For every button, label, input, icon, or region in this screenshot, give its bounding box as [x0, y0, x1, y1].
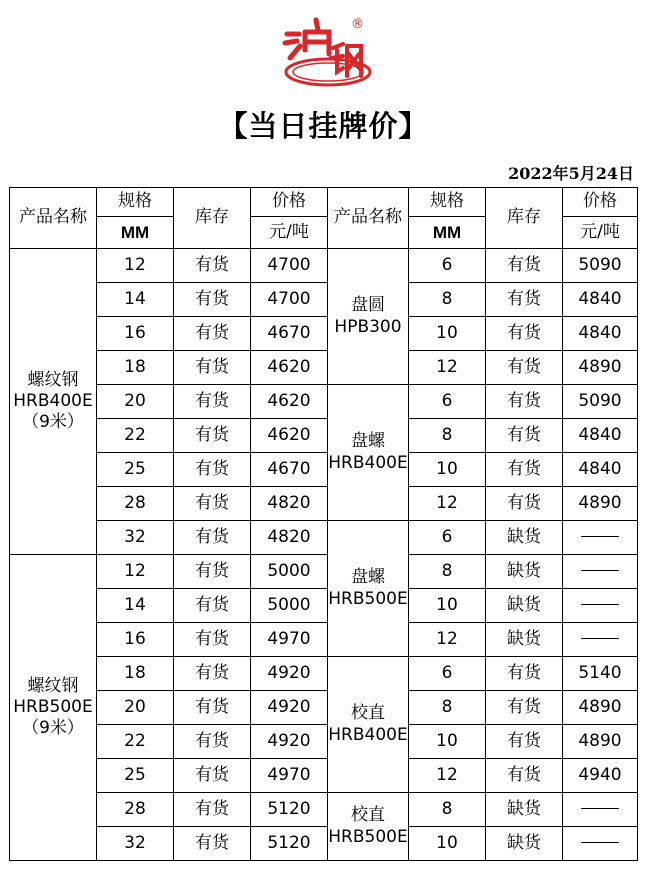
spec-cell: 6 — [409, 249, 486, 283]
spec-cell: 18 — [97, 657, 174, 691]
no-price-dash — [581, 842, 619, 843]
price-cell — [563, 555, 638, 589]
spec-cell: 12 — [97, 555, 174, 589]
table-row — [10, 521, 638, 555]
stock-cell: 缺货 — [486, 623, 563, 657]
price-cell: 5120 — [251, 793, 328, 827]
price-cell: 4820 — [251, 521, 328, 555]
right-product-name-cell — [328, 521, 409, 657]
header-stock-right: 库存 — [486, 188, 563, 249]
stock-cell: 有货 — [486, 691, 563, 725]
table-row — [10, 419, 638, 453]
spec-cell: 28 — [97, 793, 174, 827]
spec-cell: 6 — [409, 657, 486, 691]
spec-cell: 25 — [97, 759, 174, 793]
left-product-name-line: HRB500E — [13, 696, 93, 717]
no-price-dash — [581, 808, 619, 809]
right-product-name-line: 校直 — [351, 805, 385, 826]
table-row — [10, 623, 638, 657]
stock-cell: 有货 — [486, 351, 563, 385]
spec-cell: 8 — [409, 691, 486, 725]
spec-cell: 32 — [97, 521, 174, 555]
price-cell: 4890 — [563, 691, 638, 725]
spec-cell: 22 — [97, 419, 174, 453]
table-row — [10, 351, 638, 385]
left-product-name-cell — [10, 555, 97, 861]
price-cell: 4700 — [251, 249, 328, 283]
price-cell: 4840 — [563, 317, 638, 351]
spec-cell: 28 — [97, 487, 174, 521]
price-cell: 4670 — [251, 317, 328, 351]
date-label: 2022年5月24日 — [508, 164, 634, 183]
spec-cell: 8 — [409, 419, 486, 453]
table-row — [10, 691, 638, 725]
stock-cell: 有货 — [174, 623, 251, 657]
header-price-unit: 元/吨 — [251, 217, 328, 249]
price-cell: 4840 — [563, 283, 638, 317]
price-cell: 4700 — [251, 283, 328, 317]
stock-cell: 有货 — [486, 725, 563, 759]
stock-cell: 有货 — [486, 487, 563, 521]
spec-cell: 25 — [97, 453, 174, 487]
spec-cell: 10 — [409, 827, 486, 861]
header-price-unit-right: 元/吨 — [563, 217, 638, 249]
price-cell: 4890 — [563, 487, 638, 521]
price-cell: 4920 — [251, 657, 328, 691]
page-title: 【当日挂牌价】 — [218, 109, 429, 143]
stock-cell: 有货 — [174, 657, 251, 691]
header-product-name-right: 产品名称 — [328, 188, 409, 249]
spec-cell: 18 — [97, 351, 174, 385]
table-row — [10, 793, 638, 827]
svg-text:®: ® — [351, 17, 364, 32]
stock-cell: 有货 — [174, 521, 251, 555]
price-cell: 4970 — [251, 759, 328, 793]
spec-cell: 12 — [97, 249, 174, 283]
price-cell: 4920 — [251, 725, 328, 759]
right-product-name-cell — [328, 793, 409, 861]
header-product-name: 产品名称 — [10, 188, 97, 249]
price-cell: 4840 — [563, 453, 638, 487]
left-product-name-line: HRB400E — [13, 390, 93, 411]
header-spec-right: 规格 — [409, 188, 486, 217]
stock-cell: 缺货 — [486, 589, 563, 623]
right-product-name-cell — [328, 657, 409, 793]
right-product-name-line: 盘圆 — [351, 295, 385, 316]
stock-cell: 有货 — [486, 283, 563, 317]
stock-cell: 缺货 — [486, 793, 563, 827]
spec-cell: 14 — [97, 283, 174, 317]
spec-cell: 8 — [409, 793, 486, 827]
table-row — [10, 249, 638, 283]
price-cell: 4920 — [251, 691, 328, 725]
stock-cell: 有货 — [174, 555, 251, 589]
header-spec: 规格 — [97, 188, 174, 217]
right-product-name-cell — [328, 385, 409, 521]
spec-cell: 16 — [97, 623, 174, 657]
left-product-name-line: 螺纹钢 — [27, 369, 79, 390]
price-cell: 4620 — [251, 351, 328, 385]
stock-cell: 有货 — [486, 317, 563, 351]
no-price-dash — [581, 536, 619, 537]
stock-cell: 有货 — [486, 453, 563, 487]
right-product-name-line: HRB500E — [328, 588, 408, 609]
spec-cell: 6 — [409, 521, 486, 555]
right-product-name-line: HPB300 — [334, 316, 402, 337]
stock-cell: 有货 — [174, 283, 251, 317]
table-row — [10, 827, 638, 861]
spec-cell: 12 — [409, 351, 486, 385]
no-price-dash — [581, 638, 619, 639]
table-row — [10, 555, 638, 589]
price-cell: 5000 — [251, 589, 328, 623]
stock-cell: 有货 — [174, 487, 251, 521]
price-cell: 4820 — [251, 487, 328, 521]
header-price-right: 价格 — [563, 188, 638, 217]
right-product-name-line: 盘螺 — [351, 567, 385, 588]
price-cell: 5000 — [251, 555, 328, 589]
stock-cell: 有货 — [174, 317, 251, 351]
spec-cell: 32 — [97, 827, 174, 861]
table-row — [10, 589, 638, 623]
price-cell: 4840 — [563, 419, 638, 453]
table-row — [10, 759, 638, 793]
right-product-name-line: 盘螺 — [351, 431, 385, 452]
stock-cell: 缺货 — [486, 827, 563, 861]
stock-cell: 有货 — [486, 419, 563, 453]
stock-cell: 有货 — [486, 759, 563, 793]
header-spec-unit-right: MM — [409, 217, 486, 249]
spec-cell: 14 — [97, 589, 174, 623]
stock-cell: 缺货 — [486, 555, 563, 589]
price-cell — [563, 589, 638, 623]
price-cell: 5120 — [251, 827, 328, 861]
price-cell — [563, 793, 638, 827]
table-row — [10, 317, 638, 351]
stock-cell: 有货 — [174, 589, 251, 623]
price-cell: 4890 — [563, 725, 638, 759]
left-product-name-line: （9米） — [22, 412, 84, 433]
table-row — [10, 283, 638, 317]
price-cell: 4940 — [563, 759, 638, 793]
right-product-name-line: 校直 — [351, 703, 385, 724]
price-cell: 4890 — [563, 351, 638, 385]
spec-cell: 10 — [409, 317, 486, 351]
spec-cell: 12 — [409, 759, 486, 793]
price-table — [9, 187, 638, 861]
right-product-name-line: HRB400E — [328, 724, 408, 745]
spec-cell: 20 — [97, 691, 174, 725]
left-product-name-line: 螺纹钢 — [27, 675, 79, 696]
spec-cell: 22 — [97, 725, 174, 759]
price-cell: 5140 — [563, 657, 638, 691]
price-cell — [563, 521, 638, 555]
stock-cell: 缺货 — [486, 521, 563, 555]
price-cell — [563, 623, 638, 657]
stock-cell: 有货 — [174, 691, 251, 725]
price-cell: 4620 — [251, 385, 328, 419]
spec-cell: 10 — [409, 453, 486, 487]
price-cell: 4670 — [251, 453, 328, 487]
spec-cell: 10 — [409, 589, 486, 623]
stock-cell: 有货 — [174, 759, 251, 793]
stock-cell: 有货 — [486, 385, 563, 419]
price-cell: 5090 — [563, 385, 638, 419]
table-row — [10, 385, 638, 419]
spec-cell: 12 — [409, 487, 486, 521]
header-stock: 库存 — [174, 188, 251, 249]
stock-cell: 有货 — [174, 419, 251, 453]
price-cell: 4970 — [251, 623, 328, 657]
left-product-name-cell — [10, 249, 97, 555]
stock-cell: 有货 — [174, 793, 251, 827]
stock-cell: 有货 — [174, 453, 251, 487]
spec-cell: 8 — [409, 283, 486, 317]
left-product-name-line: （9米） — [22, 718, 84, 739]
right-product-name-line: HRB400E — [328, 452, 408, 473]
header-spec-unit: MM — [97, 217, 174, 249]
table-row — [10, 487, 638, 521]
brand-logo — [281, 14, 371, 90]
stock-cell: 有货 — [174, 249, 251, 283]
spec-cell: 12 — [409, 623, 486, 657]
no-price-dash — [581, 570, 619, 571]
right-product-name-cell — [328, 249, 409, 385]
spec-cell: 10 — [409, 725, 486, 759]
price-cell: 5090 — [563, 249, 638, 283]
stock-cell: 有货 — [174, 725, 251, 759]
stock-cell: 有货 — [174, 351, 251, 385]
stock-cell: 有货 — [486, 249, 563, 283]
table-row — [10, 725, 638, 759]
price-cell — [563, 827, 638, 861]
table-row — [10, 453, 638, 487]
spec-cell: 20 — [97, 385, 174, 419]
stock-cell: 有货 — [174, 827, 251, 861]
header-price: 价格 — [251, 188, 328, 217]
spec-cell: 6 — [409, 385, 486, 419]
right-product-name-line: HRB500E — [328, 826, 408, 847]
spec-cell: 8 — [409, 555, 486, 589]
no-price-dash — [581, 604, 619, 605]
spec-cell: 16 — [97, 317, 174, 351]
price-cell: 4620 — [251, 419, 328, 453]
table-row — [10, 657, 638, 691]
stock-cell: 有货 — [486, 657, 563, 691]
stock-cell: 有货 — [174, 385, 251, 419]
